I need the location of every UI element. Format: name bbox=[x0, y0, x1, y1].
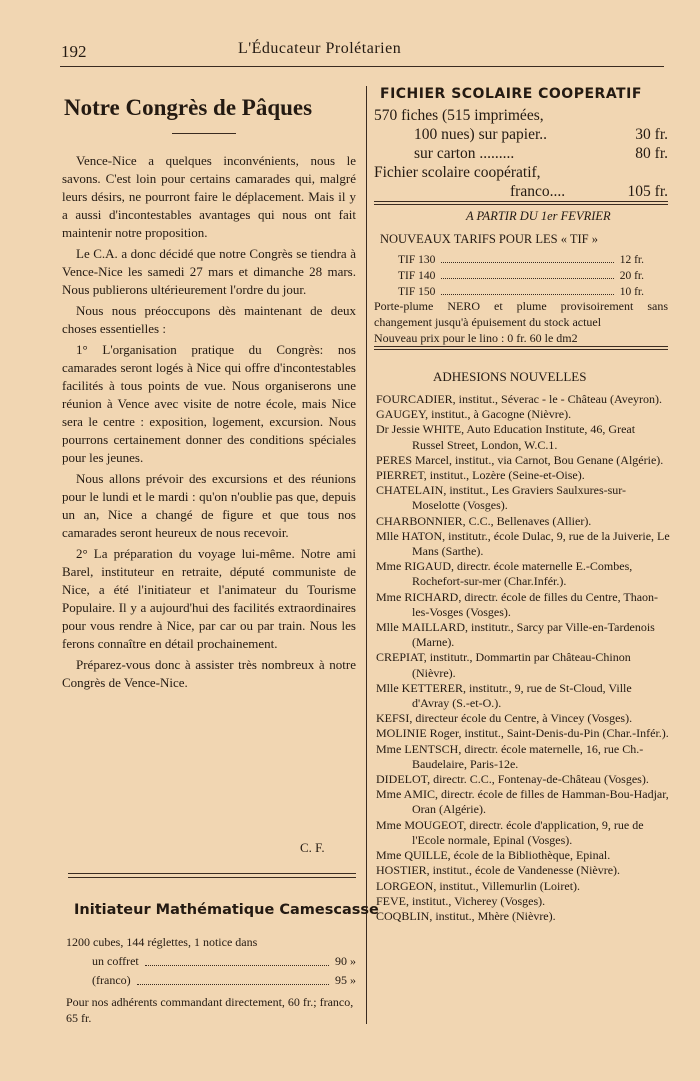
list-item: CHARBONNIER, C.C., Bellenaves (Allier). bbox=[376, 513, 592, 528]
section-rule bbox=[374, 346, 668, 347]
section-rule bbox=[68, 873, 356, 874]
title-underline bbox=[172, 133, 236, 134]
adhesions-list bbox=[374, 392, 670, 924]
page-number: 192 bbox=[61, 42, 87, 61]
lino-price: Nouveau prix pour le lino : 0 fr. 60 le dm2 bbox=[374, 331, 578, 345]
list-item: PIERRET, institut., Lozère (Seine-et-Oise). bbox=[376, 468, 585, 483]
list-item: LORGEON, institut., Villemurlin (Loiret). bbox=[376, 878, 581, 893]
congres-paragraph: Le C.A. a donc décidé que notre Congrès se tiendra à Vence-Nice les samedi 27 mars et dimanche 28 mars. Nous publierons ultérieurement l'ordre du jour. bbox=[62, 246, 356, 297]
list-item: Dr Jessie WHITE, Auto Education Institute, 46, Great Russel Street, London, W.C.1. bbox=[376, 422, 636, 452]
congres-article bbox=[62, 152, 356, 695]
list-item: Mme QUILLE, école de la Bibliothèque, Epinal. bbox=[376, 848, 611, 863]
tif-label: TIF 130 bbox=[398, 254, 436, 266]
leader-dots bbox=[441, 252, 613, 263]
tif-label: TIF 150 bbox=[398, 286, 436, 298]
tif-price-list bbox=[398, 252, 644, 300]
signature: C. F. bbox=[300, 840, 325, 855]
price-row bbox=[374, 182, 668, 201]
header-rule bbox=[60, 66, 664, 67]
list-item: HOSTIER, institut., école de Vandenesse (Nièvre). bbox=[376, 863, 621, 878]
list-item: KEFSI, directeur école du Centre, à Vincey (Vosges). bbox=[376, 711, 633, 726]
price-value: 95 » bbox=[335, 973, 356, 987]
price-row bbox=[66, 971, 356, 990]
price-label: (franco) bbox=[92, 973, 131, 987]
fichier-line: 570 fiches (515 imprimées, bbox=[374, 107, 544, 124]
math-title: Initiateur Mathématique Camescasse bbox=[74, 902, 379, 918]
congres-paragraph: Nous allons prévoir des excursions et des réunions pour le lundi et le mardi : qu'on n'oublie pas que, depuis un an, Nice a changé de figure et que tous nos camarades seront heureux de nous recevoir. bbox=[62, 471, 356, 540]
congres-paragraph: 1° L'organisation pratique du Congrès: nos camarades seront logés à Nice qui offre d'incontestables facilités à tous points de vue. Nous organiserons une réunion à Vence avec visite de notre école, mais Nice sera le centre : exposition, logement, excursion. Nous pourrons certainement donner des conditions spéciales pour les jeunes. bbox=[62, 342, 356, 465]
price-label: franco.... bbox=[510, 183, 566, 200]
math-footer: Pour nos adhérents commandant directement, 60 fr.; franco, 65 fr. bbox=[66, 995, 354, 1025]
list-item: FEVE, institut., Vicherey (Vosges). bbox=[376, 893, 546, 908]
price-label: un coffret bbox=[92, 954, 139, 968]
list-item: Mlle MAILLARD, institutr., Sarcy par Ville-en-Tardenois (Marne). bbox=[376, 620, 655, 650]
fichier-offer bbox=[374, 106, 668, 201]
section-rule bbox=[374, 204, 668, 205]
tif-price: 10 fr. bbox=[619, 286, 644, 298]
tarifs-heading: A PARTIR DU 1er FEVRIER bbox=[466, 209, 611, 223]
adhesions-title: ADHESIONS NOUVELLES bbox=[433, 369, 587, 384]
journal-title: L'Éducateur Prolétarien bbox=[238, 40, 402, 57]
price-value: 105 fr. bbox=[627, 183, 668, 200]
price-value: 30 fr. bbox=[635, 126, 668, 143]
list-item: CHATELAIN, institut., Les Graviers Saulxures-sur-Moselotte (Vosges). bbox=[376, 483, 627, 513]
tif-price: 20 fr. bbox=[619, 270, 644, 282]
list-item: FOURCADIER, institut., Séverac - le - Château (Aveyron). bbox=[376, 392, 663, 406]
leader-dots bbox=[441, 284, 613, 295]
leader-dots bbox=[441, 268, 613, 279]
leader-dots bbox=[145, 952, 329, 966]
price-label: sur carton ......... bbox=[414, 145, 515, 162]
tif-row bbox=[398, 268, 644, 284]
section-rule bbox=[374, 201, 668, 202]
price-value: 80 fr. bbox=[635, 145, 668, 162]
price-label: 100 nues) sur papier.. bbox=[414, 126, 548, 143]
tif-price: 12 fr. bbox=[619, 254, 644, 266]
price-row bbox=[374, 144, 668, 163]
fichier-line: Fichier scolaire coopératif, bbox=[374, 164, 541, 181]
section-rule bbox=[374, 349, 668, 350]
congres-paragraph: 2° La préparation du voyage lui-même. Notre ami Barel, instituteur en retraite, député communiste de Nice, a été l'initiateur et l'animateur du Tourisme Populaire. Il y a aujourd'hui des facilités extraordinaires pour vous rendre à Nice, par car ou par train. Nous les ferons connaître en détail prochainement. bbox=[62, 546, 356, 651]
list-item: Mme MOUGEOT, directr. école d'application, 9, rue de l'Ecole normale, Epinal (Vosges). bbox=[376, 817, 644, 847]
tif-row bbox=[398, 252, 644, 268]
price-row bbox=[374, 125, 668, 144]
list-item: Mlle HATON, institutr., école Dulac, 9, rue de la Juiverie, Le Mans (Sarthe). bbox=[376, 528, 670, 559]
list-item: DIDELOT, directr. C.C., Fontenay-de-Château (Vosges). bbox=[376, 772, 649, 787]
congres-title: Notre Congrès de Pâques bbox=[64, 95, 313, 120]
column-divider bbox=[366, 86, 367, 1024]
list-item: Mme RICHARD, directr. école de filles du Centre, Thaon-les-Vosges (Vosges). bbox=[376, 589, 659, 619]
math-intro: 1200 cubes, 144 réglettes, 1 notice dans bbox=[66, 935, 258, 949]
list-item: Mme RIGAUD, directr. école maternelle E.-Combes, Rochefort-sur-mer (Char.Infér.). bbox=[376, 559, 633, 589]
congres-paragraph: Nous nous préoccupons dès maintenant de deux choses essentielles : bbox=[62, 303, 356, 336]
tif-label: TIF 140 bbox=[398, 270, 436, 282]
porte-plume-note: Porte-plume NERO et plume provisoirement sans changement jusqu'à épuisement du stock actuel bbox=[374, 299, 668, 329]
tarifs-subheading: NOUVEAUX TARIFS POUR LES « TIF » bbox=[380, 232, 599, 246]
list-item: Mme LENTSCH, directr. école maternelle, 16, rue Ch.-Baudelaire, Paris-12e. bbox=[376, 741, 644, 771]
price-row bbox=[66, 952, 356, 971]
tarifs-note bbox=[374, 298, 668, 346]
fichier-title: FICHIER SCOLAIRE COOPERATIF bbox=[380, 86, 642, 102]
congres-paragraph: Vence-Nice a quelques inconvénients, nous le savons. C'est loin pour certains camarades qui, malgré leurs désirs, ne pourront faire le déplacement. Mais il y a aussi d'incontestables avantages qui nous ont fait maintenir notre proposition. bbox=[62, 153, 356, 240]
price-value: 90 » bbox=[335, 954, 356, 968]
list-item: GAUGEY, institut., à Gacogne (Nièvre). bbox=[376, 407, 572, 422]
list-item: MOLINIE Roger, institut., Saint-Denis-du-Pin (Char.-Infér.). bbox=[376, 726, 669, 741]
list-item: Mlle KETTERER, institutr., 9, rue de St-Cloud, Ville d'Avray (S.-et-O.). bbox=[376, 680, 632, 711]
leader-dots bbox=[137, 971, 329, 985]
list-item: COQBLIN, institut., Mhère (Nièvre). bbox=[376, 908, 556, 923]
list-item: CREPIAT, institutr., Dommartin par Château-Chinon (Nièvre). bbox=[376, 650, 631, 680]
list-item: PERES Marcel, institut., via Carnot, Bou Genane (Algérie). bbox=[376, 452, 664, 467]
congres-paragraph: Préparez-vous donc à assister très nombreux à notre Congrès de Vence-Nice. bbox=[62, 657, 356, 690]
list-item: Mme AMIC, directr. école de filles de Hamman-Bou-Hadjar, Oran (Algérie). bbox=[376, 787, 669, 817]
section-rule bbox=[68, 877, 356, 878]
math-offer bbox=[66, 933, 356, 1026]
